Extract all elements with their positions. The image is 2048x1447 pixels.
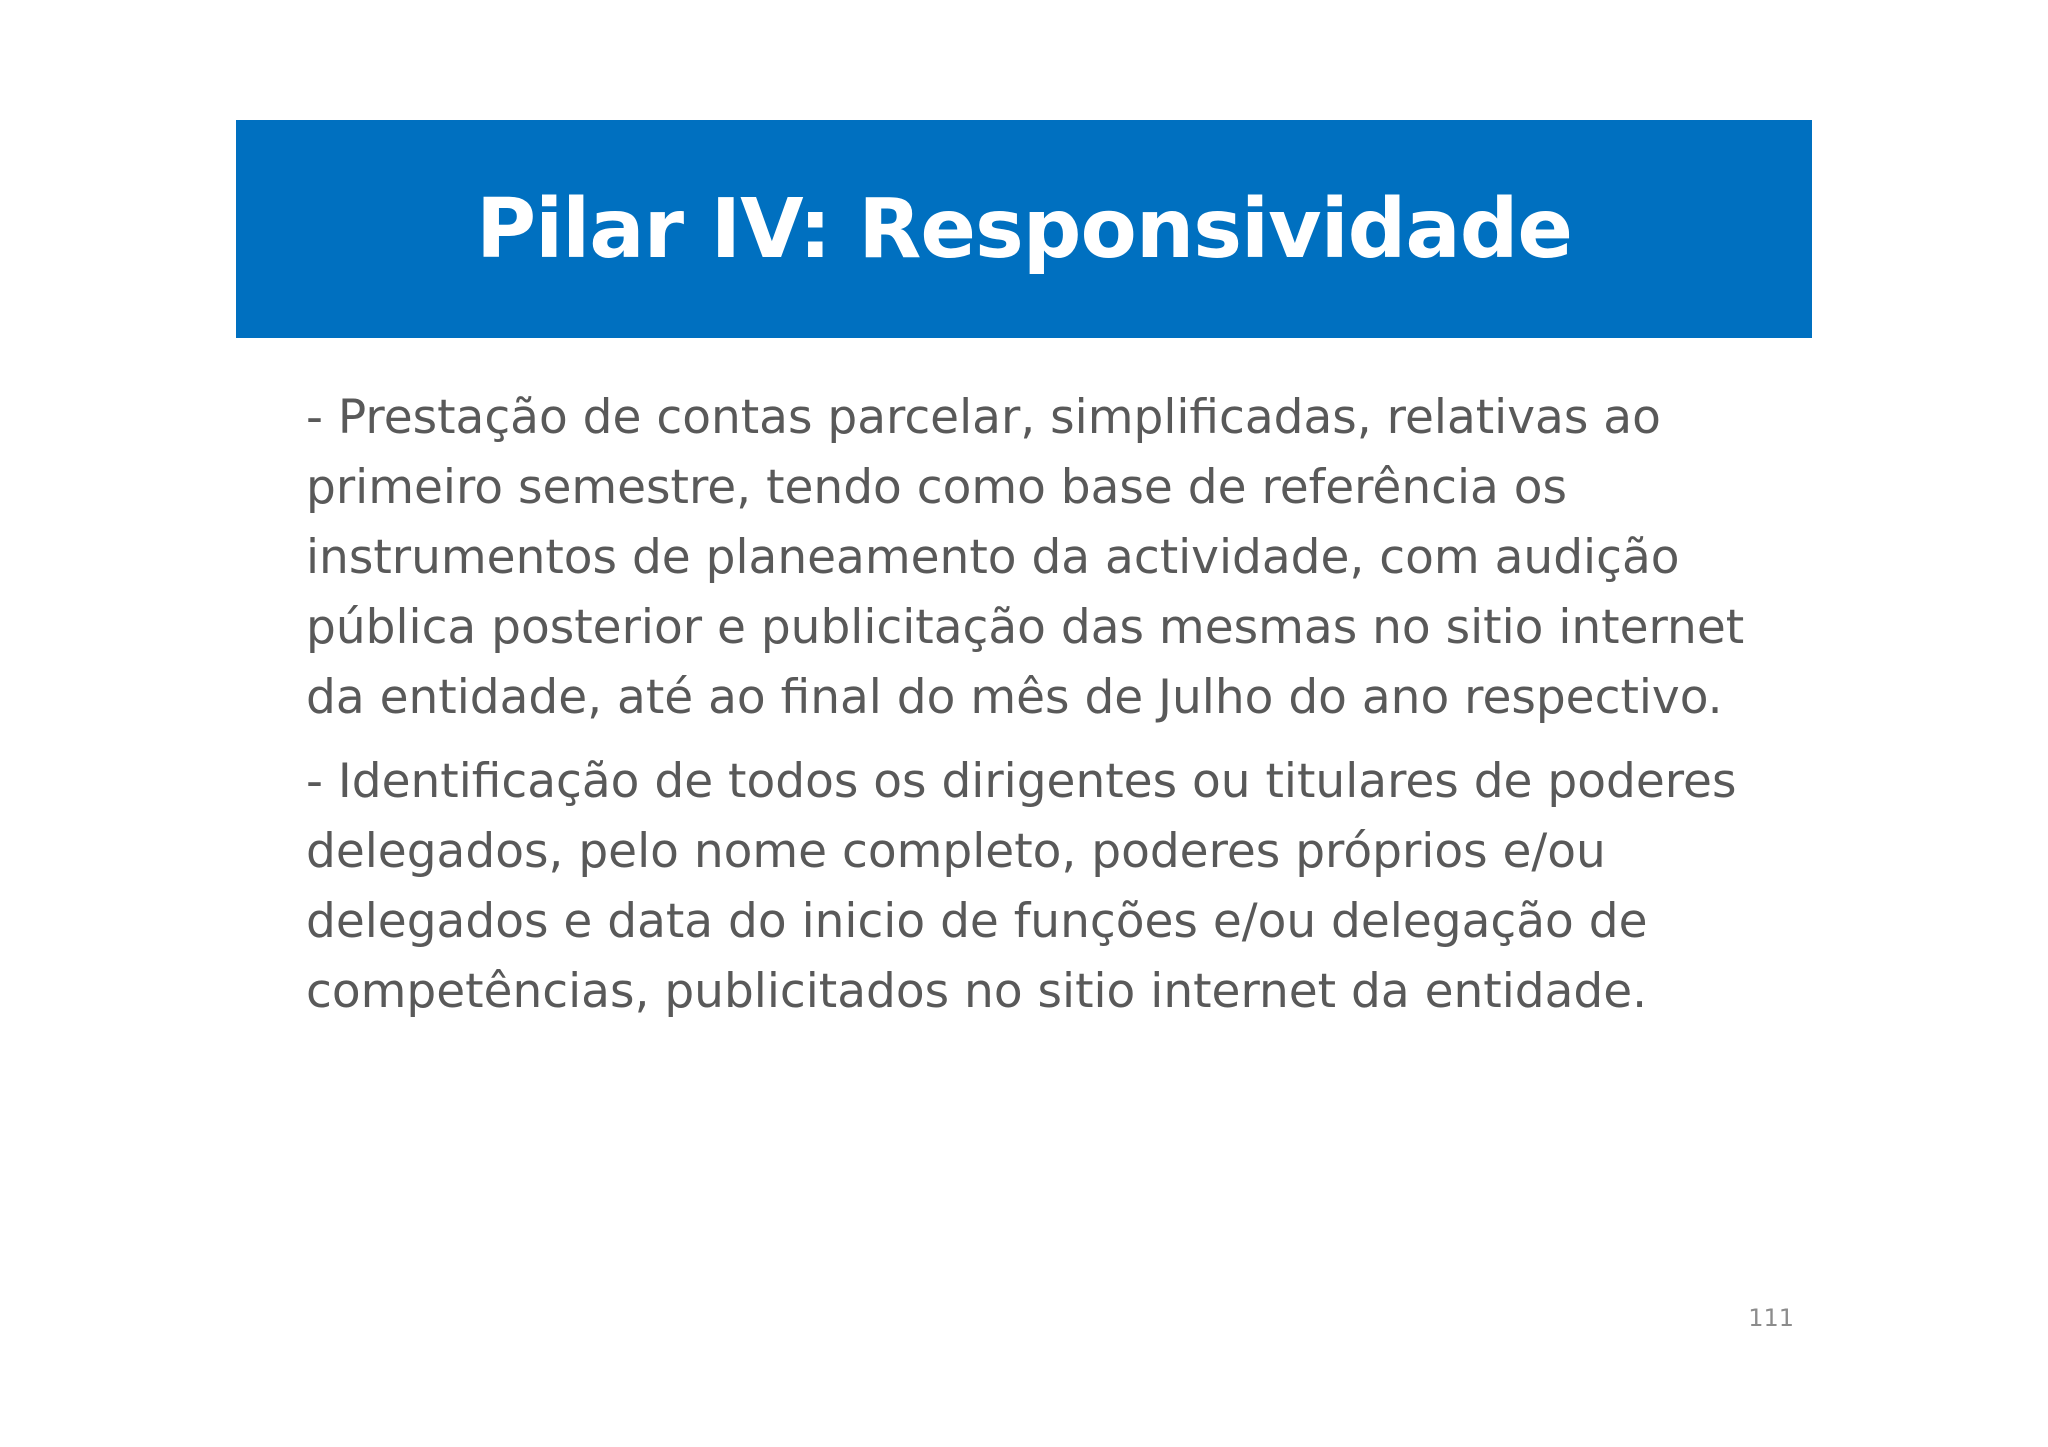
slide-title: Pilar IV: Responsividade — [475, 181, 1573, 277]
page-number: 111 — [1748, 1304, 1794, 1332]
body-paragraph: - Identificação de todos os dirigentes ou titulares de poderes delegados, pelo nome completo, poderes próprios e/ou delegados e data do inicio de funções e/ou delegação de competências, publicitados no sitio internet da entidade. — [306, 754, 1737, 1019]
slide-body — [306, 383, 1786, 1041]
body-paragraph: - Prestação de contas parcelar, simplificadas, relativas ao primeiro semestre, tendo como base de referência os instrumentos de planeamento da actividade, com audição pública posterior e publicitação das mesmas no sitio internet da entidade, até ao final do mês de Julho do ano respectivo. — [306, 390, 1745, 725]
title-bar — [236, 120, 1812, 338]
